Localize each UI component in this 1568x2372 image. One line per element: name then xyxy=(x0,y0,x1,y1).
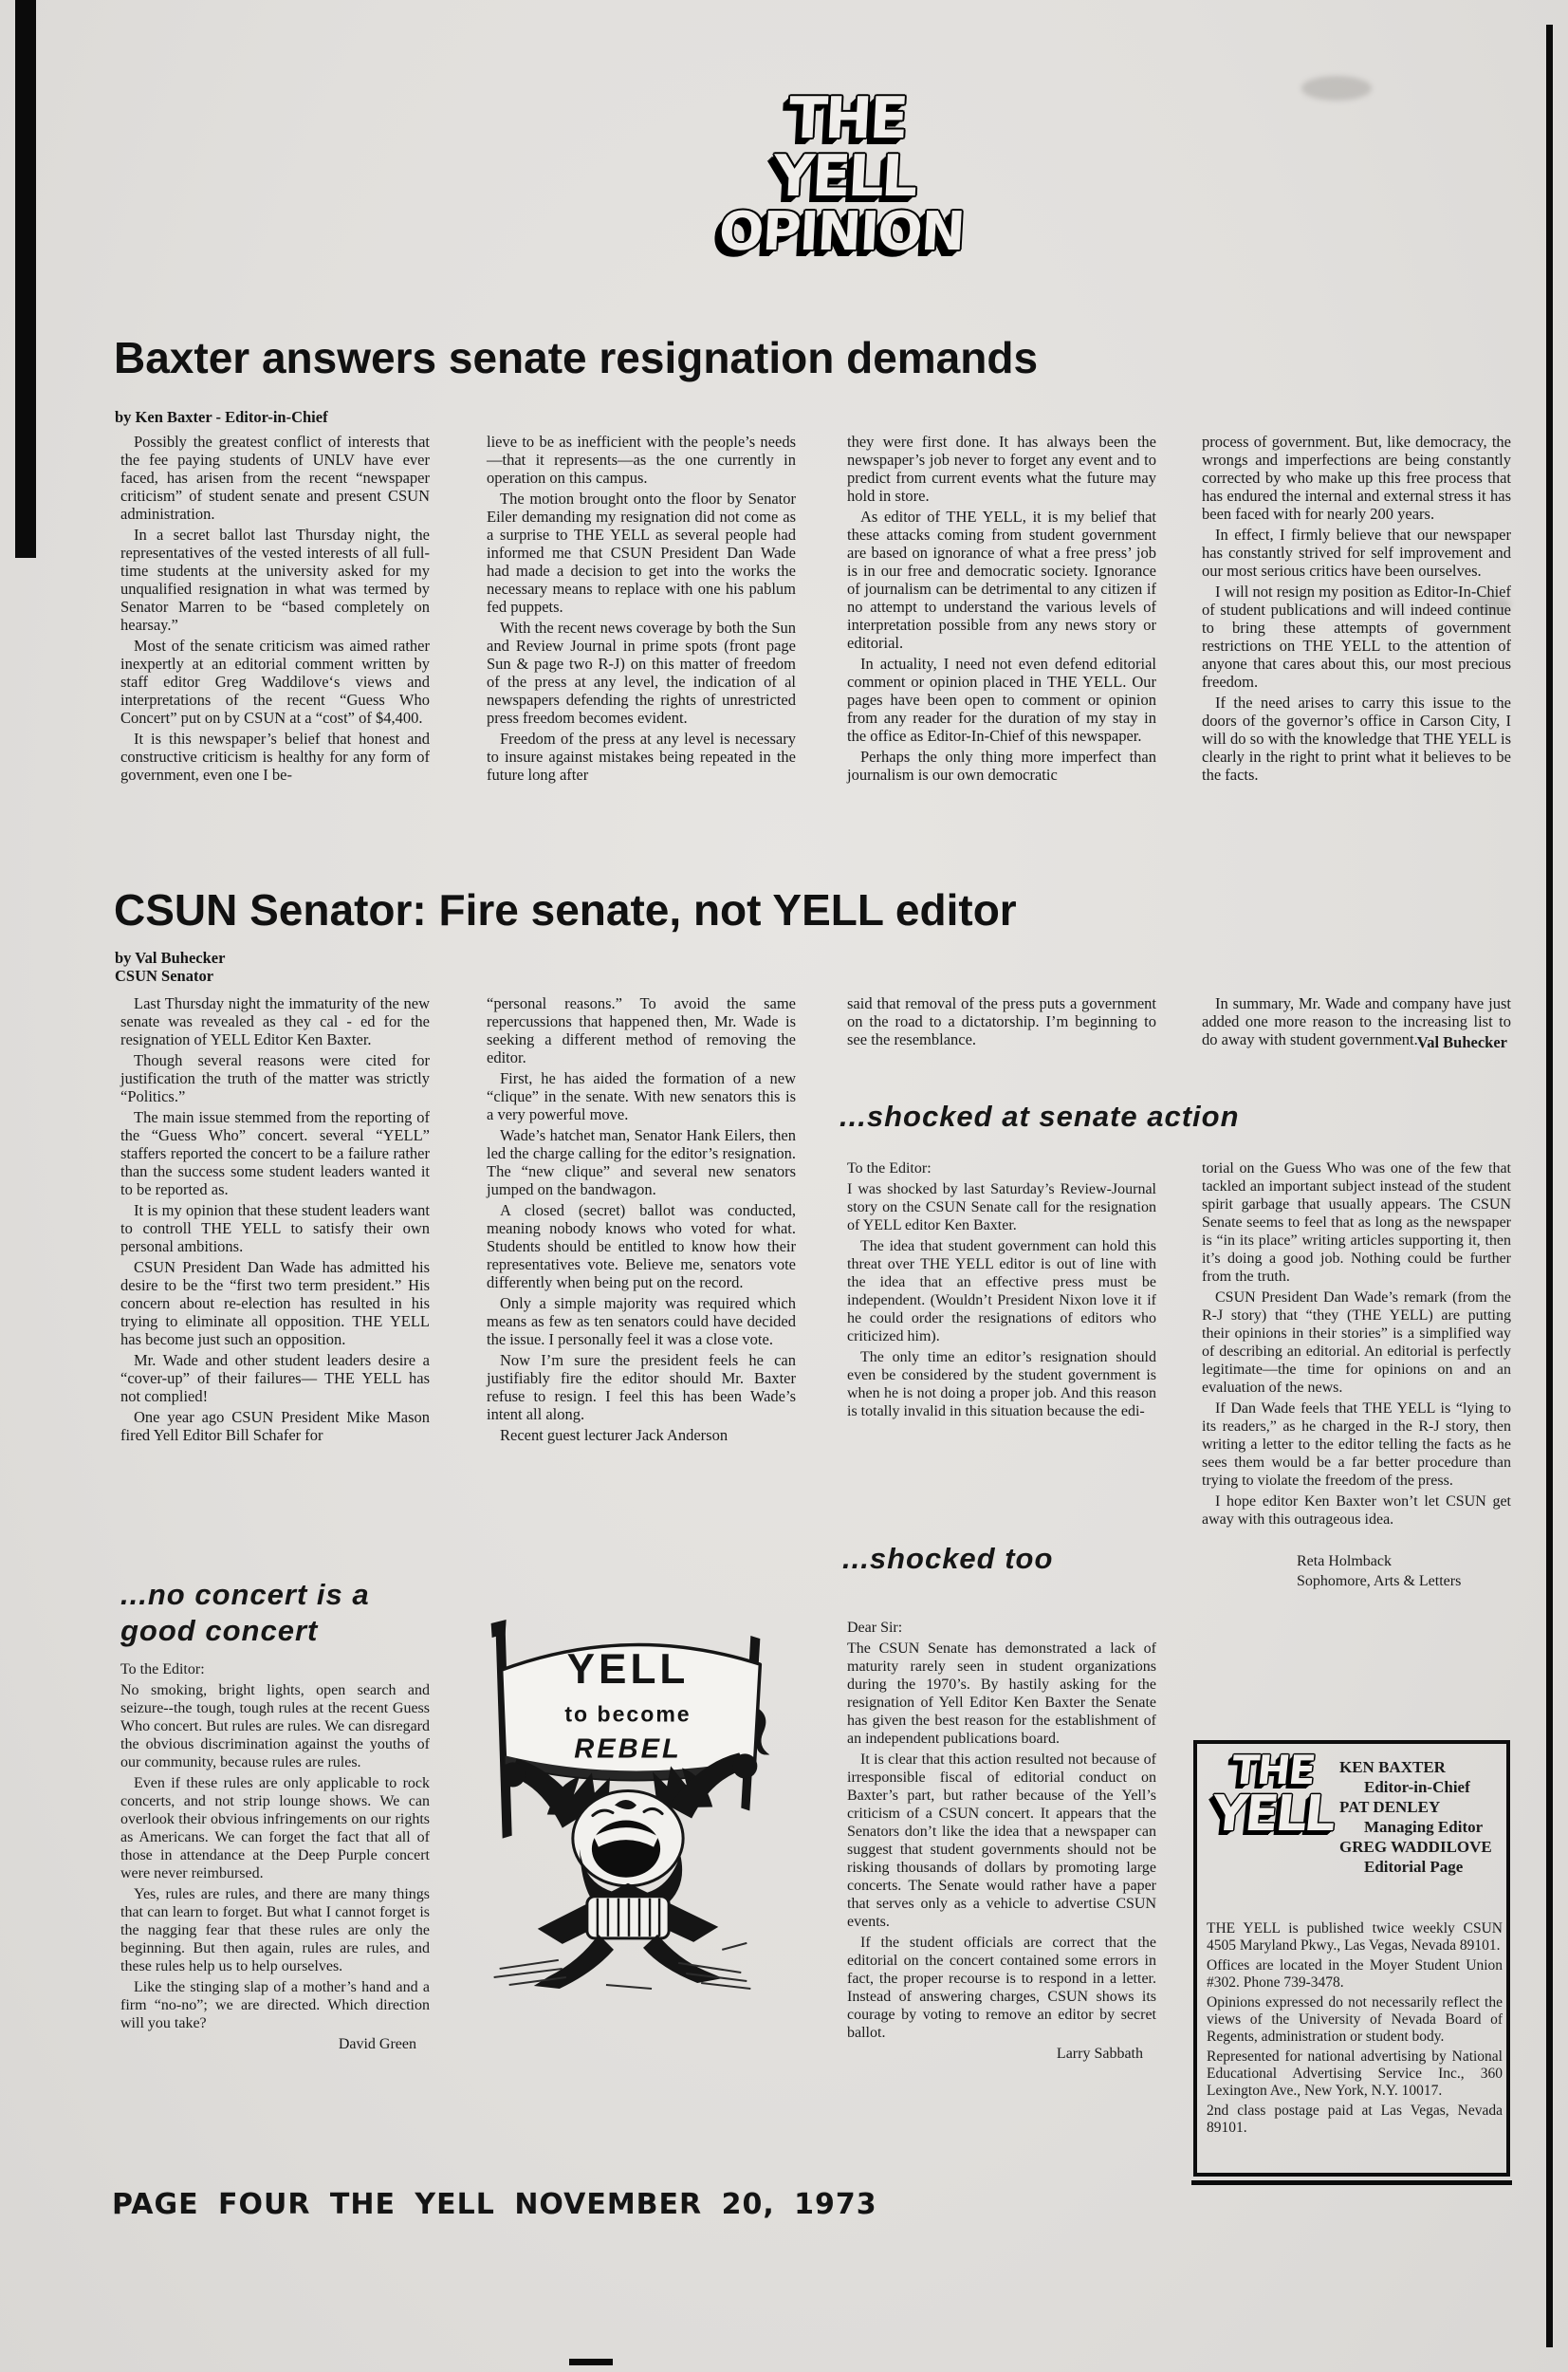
logo-the: THE xyxy=(786,85,908,152)
paragraph: Now I’m sure the president feels he can justifiably fire the editor should Mr. Baxter refuse to resign. I feel this has been Wade’s intent all along. xyxy=(487,1351,796,1423)
paragraph: It is clear that this action resulted not because of irresponsible fiscal of editorial conduct on Baxter’s part, but rather because of the Yell’s criticism of a CSUN concert. It appears that the Senators don’t like the idea that a newspaper can suggest that student governments should not be risking thousands of dollars by promoting large concerts. The Senate would rather have a paper that serves only as a vehicle to advertise CSUN events. xyxy=(847,1751,1156,1930)
paragraph: It is my opinion that these student leaders want to controll THE YELL to satisfy their own personal ambitions. xyxy=(120,1201,430,1255)
paragraph: In a secret ballot last Thursday night, the representatives of the vested interests of all full-time students at the university asked for my unqualified resignation in what was termed by Senator Marren to be “based completely on hearsay.” xyxy=(120,526,430,634)
masthead-text xyxy=(1207,1920,1503,2140)
article1-headline: Baxter answers senate resignation demands xyxy=(114,333,1039,382)
letter-title-shocked-at-senate-action: ...shocked at senate action xyxy=(839,1100,1240,1133)
byline-title: CSUN Senator xyxy=(115,967,214,985)
paragraph: With the recent news coverage by both the Sun and Review Journal in prime spots (front page Sun & page two R-J) on this matter of freedom of the press at any level, the indication of al newspapers defending the rights of unrestricted press freedom becomes evident. xyxy=(487,619,796,727)
signature-title: Sophomore, Arts & Letters xyxy=(1297,1573,1462,1589)
paragraph: Recent guest lecturer Jack Anderson xyxy=(500,1426,729,1444)
bottom-edge-mark xyxy=(569,2359,613,2365)
paragraph: The motion brought onto the floor by Senator Eiler demanding my resignation did not come as a surprise to THE YELL as several people had informed me that CSUN President Dan Wade had made a decision to get into the works the necessary means to replace with one his pablum fed puppets. xyxy=(487,490,796,616)
paragraph: First, he has aided the formation of a new “clique” in the senate. With new senators this is a very powerful move. xyxy=(487,1069,796,1123)
paragraph: torial on the Guess Who was one of the few that tackled an important subject instead of the student spirit garbage that usually appears. The CSUN Senate seems to feel that as long as the newspaper is “in its place” writing articles supporting it, then it’s doing a good job. Nothing could be further from the truth. xyxy=(1202,1160,1511,1285)
signature-david-green: David Green xyxy=(338,2036,416,2052)
article2-column-1 xyxy=(120,994,430,1447)
masthead-box xyxy=(1193,1740,1510,2177)
paragraph: If Dan Wade feels that THE YELL is “lying to its readers,” as he charged in the R-J story, then writing a letter to the editor telling the facts as he sees them would be a far better procedure than trying to violate the freedom of the press. xyxy=(1202,1400,1511,1489)
staff-name: KEN BAXTER xyxy=(1339,1758,1446,1776)
article1-column-4 xyxy=(1202,433,1511,787)
paragraph: Possibly the greatest conflict of interests that the fee paying students of UNLV have ever faced, has arisen from the recent “newspaper criticism” of student senate and present CSUN administration. xyxy=(120,433,430,523)
letter-title-line1: ...no concert is a xyxy=(120,1578,370,1611)
ground-hatching xyxy=(494,1943,751,1989)
signature-val-buhecker: Val Buhecker xyxy=(1416,1033,1507,1051)
yell-rebel-illustration xyxy=(472,1615,787,1991)
page-footer: PAGE FOUR THE YELL NOVEMBER 20, 1973 xyxy=(112,2188,877,2221)
paragraph: said that removal of the press puts a government on the road to a dictatorship. I’m beginning to see the resemblance. xyxy=(847,994,1156,1048)
paragraph: I was shocked by last Saturday’s Review-Journal story on the CSUN Senate call for the resignation of YELL editor Ken Baxter. xyxy=(847,1181,1156,1233)
paragraph: Only a simple majority was required which means as few as ten senators could have decided the issue. I personally feel it was a close vote. xyxy=(487,1294,796,1348)
article2-column-3 xyxy=(847,994,1156,1051)
masthead-logo-yell: YELL xyxy=(1208,1785,1337,1843)
paragraph: One year ago CSUN President Mike Mason fired Yell Editor Bill Schafer for xyxy=(120,1408,430,1444)
staff-role: Editor-in-Chief xyxy=(1364,1778,1470,1796)
logo-opinion: OPINION xyxy=(717,200,966,263)
right-edge-rule xyxy=(1546,25,1553,2347)
paragraph: Last Thursday night the immaturity of the new senate was revealed as they cal - ed for the resignation of YELL Editor Ken Baxter. xyxy=(120,994,430,1048)
paragraph: Offices are located in the Moyer Student Union #302. Phone 739-3478. xyxy=(1207,1957,1503,1991)
paragraph: In actuality, I need not even defend editorial comment or opinion placed in THE YELL. Our pages have been open to comment or opinion from any reader for the duration of my stay in the office as Editor-In-Chief of this newspaper. xyxy=(847,655,1156,745)
banner-text-to-become: to become xyxy=(564,1701,692,1727)
salutation: To the Editor: xyxy=(847,1160,932,1177)
letter-shocked-senate-continuation xyxy=(1202,1159,1511,1591)
article1-byline: by Ken Baxter - Editor-in-Chief xyxy=(115,408,328,426)
article2-headline: CSUN Senator: Fire senate, not YELL editor xyxy=(114,885,1017,935)
paragraph: In summary, Mr. Wade and company have just added one more reason to the increasing list to do away with student government. xyxy=(1202,994,1511,1048)
paragraph: No smoking, bright lights, open search and seizure--the tough, tough rules at the recent Guess Who concert. But rules are rules. We can disregard the obvious discrimination against the youths of our community, because rules are rules. xyxy=(120,1682,430,1770)
paragraph: A closed (secret) ballot was conducted, meaning nobody knows who voted for what. Students should be entitled to know how their representatives vote. Believe me, senators vote differently when being put on the record. xyxy=(487,1201,796,1291)
paragraph: THE YELL is published twice weekly CSUN 4505 Maryland Pkwy., Las Vegas, Nevada 89101. xyxy=(1207,1920,1503,1954)
staff-name: GREG WADDILOVE xyxy=(1339,1838,1492,1856)
paragraph: The main issue stemmed from the reporting of the “Guess Who” concert. several “YELL” staffers reported the concert to be a failure rather than the success some student leaders wanted it to be reported as. xyxy=(120,1108,430,1198)
paragraph: Mr. Wade and other student leaders desire a “cover-up” of their failures— THE YELL has not complied! xyxy=(120,1351,430,1405)
paragraph: If the student officials are correct that the editorial on the concert contained some errors in fact, the proper recourse is to respond in a letter. Instead of answering charges, CSUN shows its courage by voting to remove an editor by secret ballot. xyxy=(847,1935,1156,2041)
paragraph: Perhaps the only thing more imperfect than journalism is our own democratic xyxy=(847,748,1156,784)
yell-opinion-logo xyxy=(669,85,1019,263)
paragraph: lieve to be as inefficient with the people’s needs—that it represents—as the one currently in operation on this campus. xyxy=(487,433,796,487)
paragraph: The idea that student government can hold this threat over THE YELL editor is out of line with the idea that an effective press must be independent. (Wouldn’t President Nixon love it if he could order the resignations of editors who criticized him). xyxy=(847,1238,1156,1344)
paragraph: Freedom of the press at any level is necessary to insure against mistakes being repeated in the future long after xyxy=(487,730,796,784)
paragraph: 2nd class postage paid at Las Vegas, Nevada 89101. xyxy=(1207,2103,1503,2136)
banner-text-yell: YELL xyxy=(566,1646,690,1694)
article2-byline xyxy=(115,949,225,985)
letter-no-concert-body xyxy=(120,1660,430,2053)
paragraph: Even if these rules are only applicable to rock concerts, and not strip lounge shows. We can overlook their obvious infringements on our rights as Americans. We can forget the fact that all of those in attendance at the Deep Purple concert were never reimbursed. xyxy=(120,1775,430,1881)
paragraph: In effect, I firmly believe that our newspaper has constantly strived for self improvement and our most serious critics have been ourselves. xyxy=(1202,526,1511,580)
signature-larry-sabbath: Larry Sabbath xyxy=(1056,2046,1143,2062)
salutation: Dear Sir: xyxy=(847,1620,903,1636)
paragraph: The CSUN Senate has demonstrated a lack of maturity rarely seen in student organizations during the 1970’s. By hastily asking for the resignation of Yell Editor Ken Baxter the Senate has given the best reason for the establishment of an independent publications board. xyxy=(847,1640,1156,1747)
letter-title-line2: good concert xyxy=(120,1614,319,1647)
paragraph: Represented for national advertising by National Educational Advertising Service Inc., 360 Lexington Ave., New York, N.Y. 10017. xyxy=(1207,2048,1503,2099)
paragraph: CSUN President Dan Wade has admitted his desire to be the “first two term president.” His concern about re-election has resulted in his trying to eliminate all opposition. THE YELL has become just such an opposition. xyxy=(120,1258,430,1348)
paragraph: process of government. But, like democracy, the wrongs and imperfections are being constantly corrected by who make up this free process that has endured the internal and external stress it has been faced with for nearly 200 years. xyxy=(1202,433,1511,523)
paragraph: As editor of THE YELL, it is my belief that these attacks coming from student government are based on ignorance of what a free press’ job is in our free and democratic society. Ignorance of journalism can be detrimental to any citizen if no attempt to understand the various levels of interpretation possible from any news story or editorial. xyxy=(847,508,1156,652)
paragraph: Opinions expressed do not necessarily reflect the views of the University of Nevada Board of Regents, administration or student body. xyxy=(1207,1994,1503,2045)
paragraph: Wade’s hatchet man, Senator Hank Eilers, then led the charge calling for the editor’s resignation. The “new clique” and several new senators jumped on the bandwagon. xyxy=(487,1126,796,1198)
banner-text-rebel: REBEL xyxy=(574,1733,682,1765)
signature-reta-holmback xyxy=(1202,1551,1511,1591)
paragraph: Though several reasons were cited for justification the truth of the matter was strictly “Politics.” xyxy=(120,1051,430,1105)
paragraph: “personal reasons.” To avoid the same repercussions that happened then, Mr. Wade is seeking a different method of removing the editor. xyxy=(487,994,796,1066)
letter-title-shocked-too: ...shocked too xyxy=(842,1542,1054,1575)
article1-column-1 xyxy=(120,433,430,787)
paragraph: It is this newspaper’s belief that honest and constructive criticism is healthy for any form of government, even one I be- xyxy=(120,730,430,784)
paragraph: The only time an editor’s resignation should even be considered by the student government is when he is not doing a proper job. And this reason is totally invalid in this situation because the edi- xyxy=(847,1349,1156,1419)
masthead-bottom-rule xyxy=(1191,2180,1512,2185)
salutation: To the Editor: xyxy=(120,1661,205,1677)
paragraph: I will not resign my position as Editor-In-Chief of student publications and will indeed continue to bring these attempts of government restrictions on THE YELL to the attention of anyone that cares about this, our most precious freedom. xyxy=(1202,583,1511,691)
letter-shocked-senate-body xyxy=(847,1159,1156,1423)
staff-name: PAT DENLEY xyxy=(1339,1798,1441,1816)
scan-smudge xyxy=(1301,76,1372,101)
staff-role: Managing Editor xyxy=(1364,1818,1484,1836)
letter-title-no-concert xyxy=(120,1577,370,1649)
left-edge-bar xyxy=(15,0,36,558)
masthead-staff xyxy=(1339,1757,1508,1877)
paragraph: CSUN President Dan Wade’s remark (from the R-J story) that “they (THE YELL) are putting their opinions in their stories” is a simplified way of describing an editorial. An editorial is perfectly legitimate—the time for opinions on and an evaluation of the news. xyxy=(1202,1289,1511,1396)
article2-column-2 xyxy=(487,994,796,1447)
paragraph: Most of the senate criticism was aimed rather inexpertly at an editorial comment written by staff editor Greg Waddilove‘s views and interpretations of the recent “Guess Who Concert” put on by CSUN at a “cost” of $4,400. xyxy=(120,637,430,727)
paragraph: Yes, rules are rules, and there are many things that can learn to forget. But what I cannot forget is the nagging fear that these rules are only the beginning. But then again, rules are rules, and these rules help us to help ourselves. xyxy=(120,1886,430,1974)
staff-role: Editorial Page xyxy=(1364,1858,1464,1876)
signature-name: Reta Holmback xyxy=(1297,1553,1392,1569)
paragraph: Like the stinging slap of a mother’s hand and a firm “no-no”; we are directed. Which direction will you take? xyxy=(120,1979,430,2031)
letter-shocked-too-body xyxy=(847,1619,1156,2063)
logo-yell: YELL xyxy=(771,142,917,210)
paragraph: they were first done. It has always been the newspaper’s job never to forget any event and to predict from current events what the future may hold in store. xyxy=(847,433,1156,505)
byline-author: by Val Buhecker xyxy=(115,949,226,967)
paragraph: If the need arises to carry this issue to the doors of the governor’s office in Carson City, I will do so with the knowledge that THE YELL is clearly in the right to print what it believes to be the facts. xyxy=(1202,694,1511,784)
paragraph: I hope editor Ken Baxter won’t let CSUN get away with this outrageous idea. xyxy=(1202,1493,1511,1528)
article2-column-4 xyxy=(1202,994,1511,1051)
masthead-logo xyxy=(1208,1747,1339,1843)
article1-column-3 xyxy=(847,433,1156,787)
article1-column-2 xyxy=(487,433,796,787)
masthead-logo-the: THE xyxy=(1229,1747,1317,1793)
